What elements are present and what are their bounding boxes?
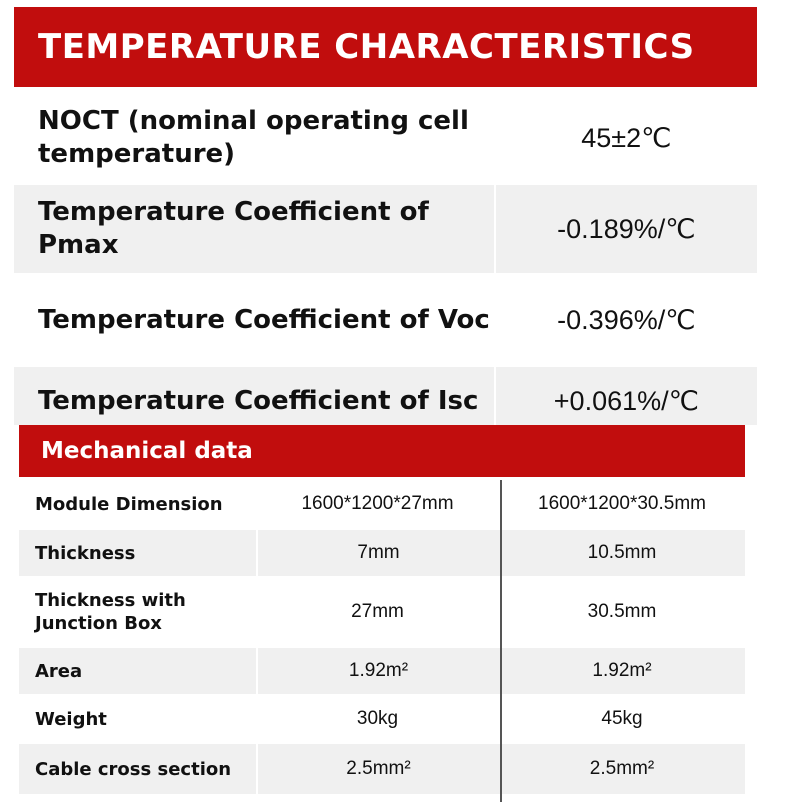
noct-value: 45±2℃ (581, 122, 672, 153)
cable-cross-section-label: Cable cross section (19, 744, 256, 794)
cable-cross-section-value-1: 2.5mm² (258, 744, 499, 794)
thickness-label: Thickness (19, 530, 256, 576)
mechanical-data-header: Mechanical data (19, 425, 745, 477)
voc-coefficient-label: Temperature Coefficient of Voc (38, 304, 490, 335)
module-dimension-value-1: 1600*1200*27mm (301, 493, 454, 514)
thickness-value-1: 7mm (258, 530, 499, 576)
voc-coefficient-row (14, 275, 757, 365)
area-label: Area (19, 648, 256, 694)
voc-coefficient-value: -0.396%/℃ (557, 304, 696, 335)
pmax-coefficient-value: -0.189%/℃ (496, 185, 757, 273)
thickness-junction-box-value-2: 30.5mm (587, 601, 657, 622)
area-value-1: 1.92m² (258, 648, 499, 694)
temperature-characteristics-header: TEMPERATURE CHARACTERISTICS (14, 7, 757, 87)
noct-row (14, 93, 757, 183)
isc-coefficient-row (14, 367, 757, 425)
area-value-2: 1.92m² (499, 648, 745, 694)
area-row (19, 648, 745, 694)
thickness-row (19, 530, 745, 576)
column-divider (500, 480, 502, 802)
thickness-junction-box-label: Thickness with Junction Box (35, 590, 186, 634)
cable-cross-section-value-2: 2.5mm² (499, 744, 745, 794)
weight-label: Weight (35, 708, 107, 730)
module-dimension-row (19, 480, 745, 528)
module-dimension-value-2: 1600*1200*30.5mm (538, 493, 706, 514)
isc-coefficient-label: Temperature Coefficient of Isc (14, 367, 494, 425)
module-dimension-label: Module Dimension (35, 493, 223, 515)
thickness-junction-box-row (19, 578, 745, 646)
thickness-junction-box-value-1: 27mm (351, 601, 404, 622)
thickness-value-2: 10.5mm (499, 530, 745, 576)
pmax-coefficient-row (14, 185, 757, 273)
isc-coefficient-value: +0.061%/℃ (496, 367, 757, 425)
cable-cross-section-row (19, 744, 745, 794)
noct-label: NOCT (nominal operating cell temperature) (38, 106, 469, 169)
weight-value-2: 45kg (601, 708, 643, 729)
weight-row (19, 696, 745, 742)
pmax-coefficient-label: Temperature Coefficient of Pmax (14, 185, 494, 273)
weight-value-1: 30kg (356, 708, 399, 729)
